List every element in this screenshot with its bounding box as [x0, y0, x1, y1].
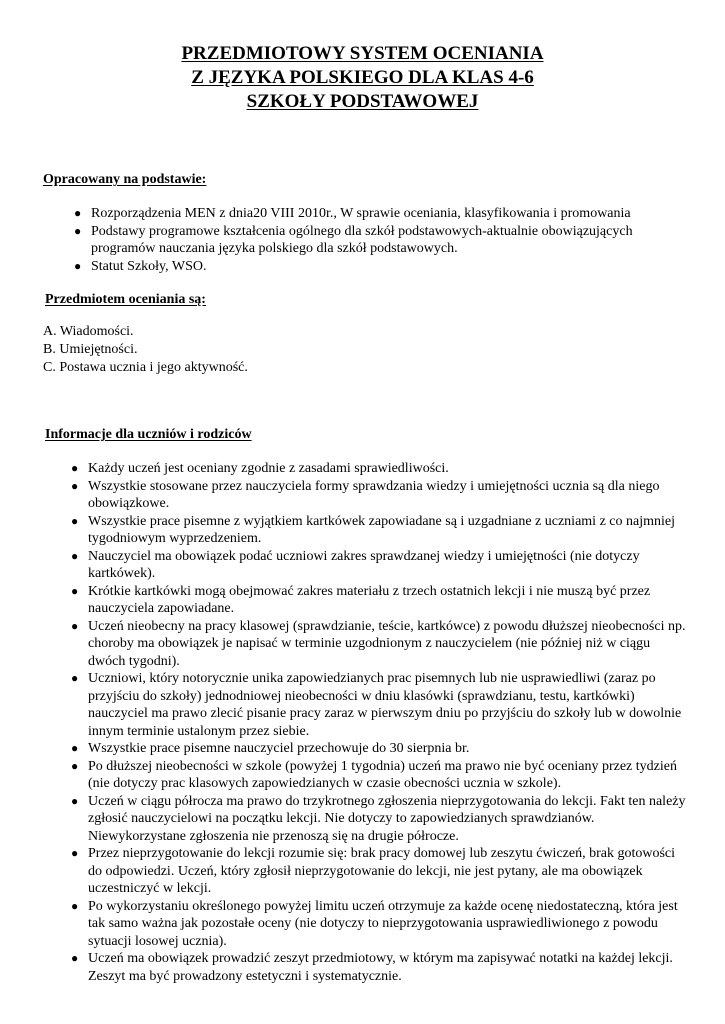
basis-heading: Opracowany na podstawie:	[43, 172, 207, 187]
basis-item: ● Statut Szkoły, WSO.	[74, 258, 207, 274]
bullet-icon: ●	[71, 513, 79, 528]
info-item: ● Uczeń ma obowiązek prowadzić zeszyt przedmiotowy, w którym ma zapisywać notatki na każdej lekcji. Zeszyt ma być prowadzony estetyczni i systematycznie.	[71, 951, 673, 984]
bullet-icon: ●	[71, 461, 79, 475]
info-item: ● Nauczyciel ma obowiązek podać uczniowi zakres sprawdzanej wiedzy i umiejętności (nie dotyczy kartkówek).	[71, 548, 640, 581]
bullet-icon: ●	[71, 583, 79, 598]
info-item: ● Uczeń w ciągu półrocza ma prawo do trzykrotnego zgłoszenia nieprzygotowania do lekcji. Fakt ten należy zgłosić nauczycielowi na początku lekcji. Nie dotyczy to zapowiedzianych sprawdzianów. Niewykorzystane zgłoszenia nie przenoszą się na drugie półrocze.	[71, 793, 686, 844]
basis-list	[74, 205, 671, 275]
document-title	[0, 42, 725, 114]
title-line-1: PRZEDMIOTOWY SYSTEM OCENIANIA	[181, 43, 544, 64]
info-item: ● Krótkie kartkówki mogą obejmować zakres materiału z trzech ostatnich lekcji i nie muszą być przez nauczyciela zapowiadane.	[71, 583, 651, 616]
bullet-icon: ●	[74, 206, 82, 220]
bullet-icon: ●	[71, 478, 79, 493]
info-item: ● Uczniowi, który notorycznie unika zapowiedzianych prac pisemnych lub nie usprawiedliwi (zaraz po przyjściu do szkoły) jednodniowej nieobecności w dniu klasówki (sprawdzianu, testu, kartkówki) nauczyciel ma prawo zlecić pisanie pracy zaraz w pierwszym dniu po przyjściu do szkoły lub w dowolnie innym terminie ustalonym przez siebie.	[71, 671, 682, 739]
bullet-icon: ●	[71, 758, 79, 773]
info-item: ● Każdy uczeń jest oceniany zgodnie z zasadami sprawiedliwości.	[71, 461, 449, 476]
bullet-icon: ●	[71, 793, 79, 808]
info-item: ● Po dłuższej nieobecności w szkole (powyżej 1 tygodnia) uczeń ma prawo nie być oceniany przez tydzień (nie dotyczy prac klasowych zapowiedzianych w czasie obecności ucznia w szkole).	[71, 758, 677, 791]
bullet-icon: ●	[71, 671, 79, 685]
bullet-icon: ●	[71, 951, 79, 965]
subjects-item: C. Postawa ucznia i jego aktywność.	[43, 360, 248, 375]
bullet-icon: ●	[71, 846, 79, 860]
subjects-item: B. Umiejętności.	[43, 342, 138, 357]
info-item: ● Przez nieprzygotowanie do lekcji rozumie się: brak pracy domowej lub zeszytu ćwiczeń, brak gotowości do odpowiedzi. Uczeń, który zgłosił nieprzygotowanie do lekcji, nie jest pytany, ale ma obowiązek uczestniczyć w lekcji.	[71, 846, 676, 896]
subjects-item: A. Wiadomości.	[43, 324, 134, 339]
bullet-icon: ●	[71, 741, 79, 755]
info-item: ● Wszystkie prace pisemne z wyjątkiem kartkówek zapowiadane są i uzgadniane z uczniami z co najmniej tygodniowym wyprzedzeniem.	[71, 513, 675, 546]
bullet-icon: ●	[71, 898, 79, 913]
info-item: ● Wszystkie prace pisemne nauczyciel przechowuje do 30 sierpnia br.	[71, 741, 470, 756]
bullet-icon: ●	[71, 618, 79, 633]
subjects-list	[43, 323, 248, 377]
bullet-icon: ●	[74, 258, 82, 273]
info-heading: Informacje dla uczniów i rodziców	[45, 427, 252, 442]
title-line-3: SZKOŁY PODSTAWOWEJ	[246, 91, 479, 112]
info-item: ● Uczeń nieobecny na pracy klasowej (sprawdzianie, teście, kartkówce) z powodu dłuższej nieobecności np. choroby ma obowiązek je napisać w terminie uzgodnionym z nauczycielem (nie później niż w ciągu dwóch tygodni).	[71, 618, 686, 669]
title-line-2: Z JĘZYKA POLSKIEGO DLA KLAS 4-6	[191, 67, 534, 88]
info-item: ● Po wykorzystaniu określonego powyżej limitu uczeń otrzymuje za każde ocenę niedostateczną, która jest tak samo ważna jak pozostałe oceny (nie dotyczy to nieprzygotowania usprawiedliwionego z powodu sytuacji losowej ucznia).	[71, 898, 678, 949]
subjects-heading: Przedmiotem oceniania są:	[45, 292, 206, 307]
bullet-icon: ●	[71, 548, 79, 563]
info-list	[71, 460, 686, 985]
info-item: ● Wszystkie stosowane przez nauczyciela formy sprawdzania wiedzy i umiejętności ucznia są dla niego obowiązkowe.	[71, 478, 660, 511]
basis-item: ● Rozporządzenia MEN z dnia20 VIII 2010r., W sprawie oceniania, klasyfikowania i promowania	[74, 206, 631, 221]
bullet-icon: ●	[74, 223, 82, 238]
basis-item: ● Podstawy programowe kształcenia ogólnego dla szkół podstawowych-aktualnie obowiązujących programów nauczania języka polskiego dla szkół podstawowych.	[74, 223, 633, 256]
